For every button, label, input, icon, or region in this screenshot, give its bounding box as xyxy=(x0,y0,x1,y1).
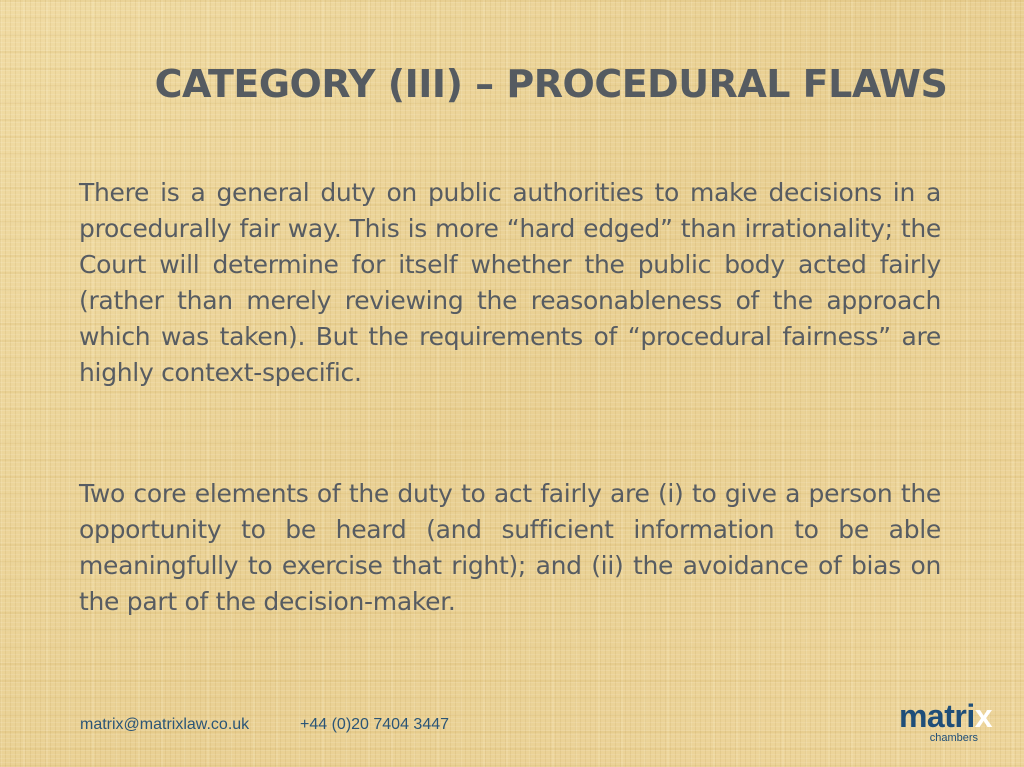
slide-title: CATEGORY (III) – PROCEDURAL FLAWS xyxy=(154,62,948,106)
body-paragraph-1: There is a general duty on public authorities to make decisions in a procedurally fair way. This is more “hard edged” than irrationality; the Court will determine for itself whether the public body acted fairly (rather than merely reviewing the reasonableness of the approach which was taken). But the requirements of “procedural fairness” are highly context-specific. xyxy=(79,178,941,387)
logo-subtitle: chambers xyxy=(929,732,978,744)
footer-phone: +44 (0)20 7404 3447 xyxy=(300,716,450,733)
logo-wordmark xyxy=(882,700,992,732)
footer-email[interactable]: matrix@matrixlaw.co.uk xyxy=(80,716,250,733)
logo-wordmark-x: x xyxy=(974,698,992,734)
matrix-chambers-logo xyxy=(882,700,992,750)
body-paragraph-2: Two core elements of the duty to act fairly are (i) to give a person the opportunity to be heard (and sufficient information to be able meaningfully to exercise that right); and (ii) the avoidance of bias on the part of the decision-maker. xyxy=(79,479,941,616)
logo-wordmark-main: matri xyxy=(898,698,975,734)
